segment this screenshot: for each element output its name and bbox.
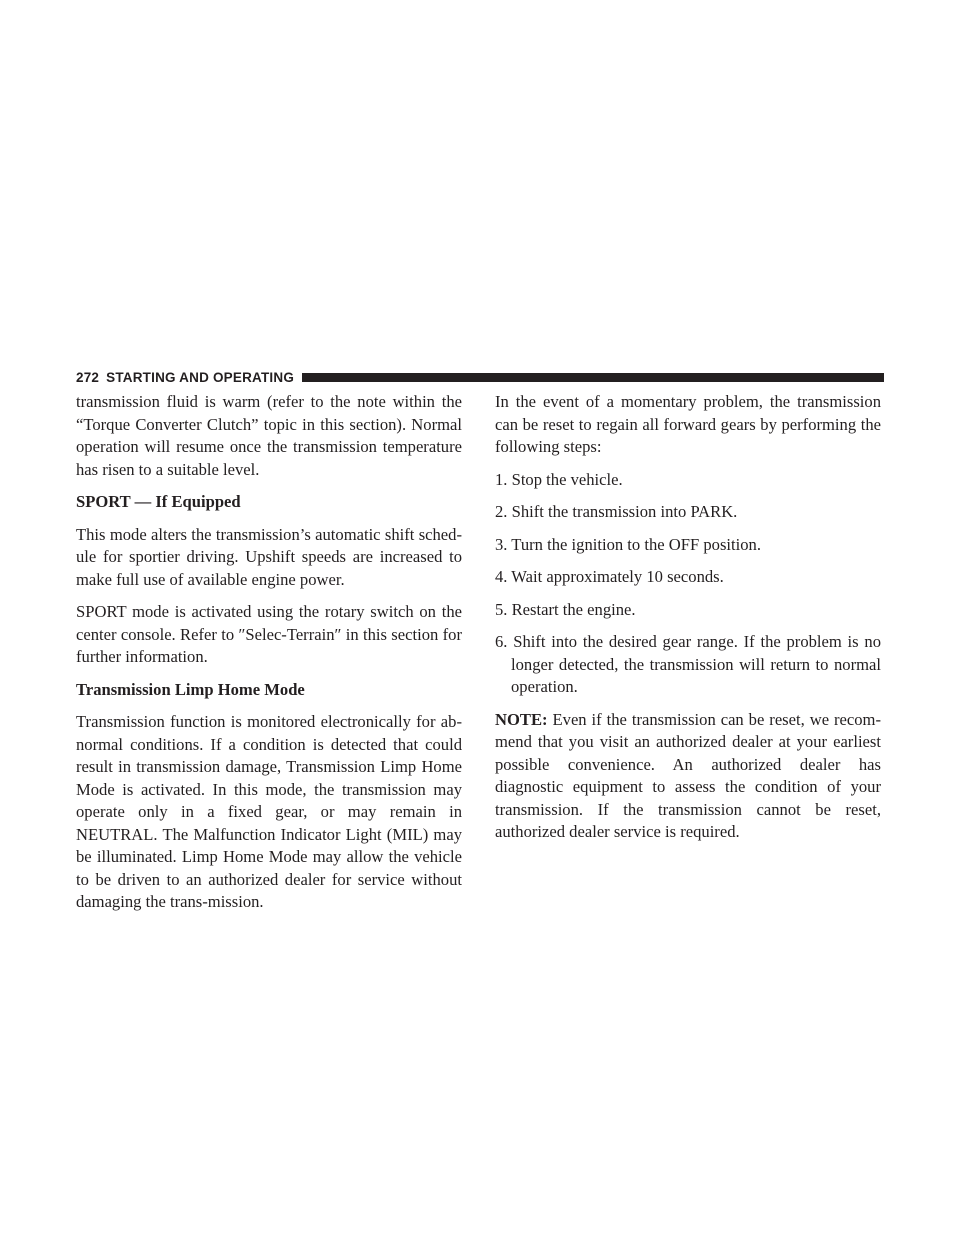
note-text: Even if the transmission can be reset, we recom-mend that you visit an authorized dealer at your earliest possible convenience. An authorized dealer has diagnostic equipment to assess the condition of your transmission. If the transmission cannot be reset, authorized dealer service is required. xyxy=(495,709,881,841)
sport-heading: SPORT — If Equipped xyxy=(76,492,241,511)
reset-step-4: 4. Wait approximately 10 seconds. xyxy=(495,567,724,586)
left-column xyxy=(76,391,462,924)
sport-paragraph-1: This mode alters the transmission’s automatic shift sched-ule for sportier driving. Upshift speeds are increased to make full use of available engine power. xyxy=(76,524,462,589)
note-label: NOTE: xyxy=(495,709,548,729)
sport-paragraph-2: SPORT mode is activated using the rotary switch on the center console. Refer to ″Selec-Terrain″ in this section for further information. xyxy=(76,602,462,666)
reset-step-1: 1. Stop the vehicle. xyxy=(495,469,623,489)
reset-step-6: 6. Shift into the desired gear range. If the problem is no longer detected, the transmission will return to normal operation. xyxy=(495,632,881,696)
section-title: STARTING AND OPERATING xyxy=(106,369,295,385)
page-number: 272 xyxy=(76,369,100,385)
limp-home-heading: Transmission Limp Home Mode xyxy=(76,679,305,699)
note-paragraph xyxy=(495,709,881,844)
intro-paragraph: transmission fluid is warm (refer to the note within the “Torque Converter Clutch” topic in this section). Normal operation will resume once the transmission temperature has risen to a suitable level. xyxy=(76,392,462,479)
reset-step-3: 3. Turn the ignition to the OFF position. xyxy=(495,534,762,554)
reset-step-2: 2. Shift the transmission into PARK. xyxy=(495,502,738,521)
page-header xyxy=(76,369,884,385)
right-column xyxy=(495,391,881,854)
reset-step-5: 5. Restart the engine. xyxy=(495,599,636,619)
reset-intro-paragraph: In the event of a momentary problem, the transmission can be reset to regain all forward gears by performing the following steps: xyxy=(495,392,881,456)
header-rule xyxy=(302,373,884,382)
limp-home-paragraph: Transmission function is monitored electronically for ab-normal conditions. If a condition is detected that could result in transmission damage, Transmission Limp Home Mode is activated. In this mode, the transmission may operate only in a fixed gear, or may remain in NEUTRAL. The Malfunction Indicator Light (MIL) may be illuminated. Limp Home Mode may allow the vehicle to be driven to an authorized dealer for service without damaging the trans-mission. xyxy=(76,712,462,911)
